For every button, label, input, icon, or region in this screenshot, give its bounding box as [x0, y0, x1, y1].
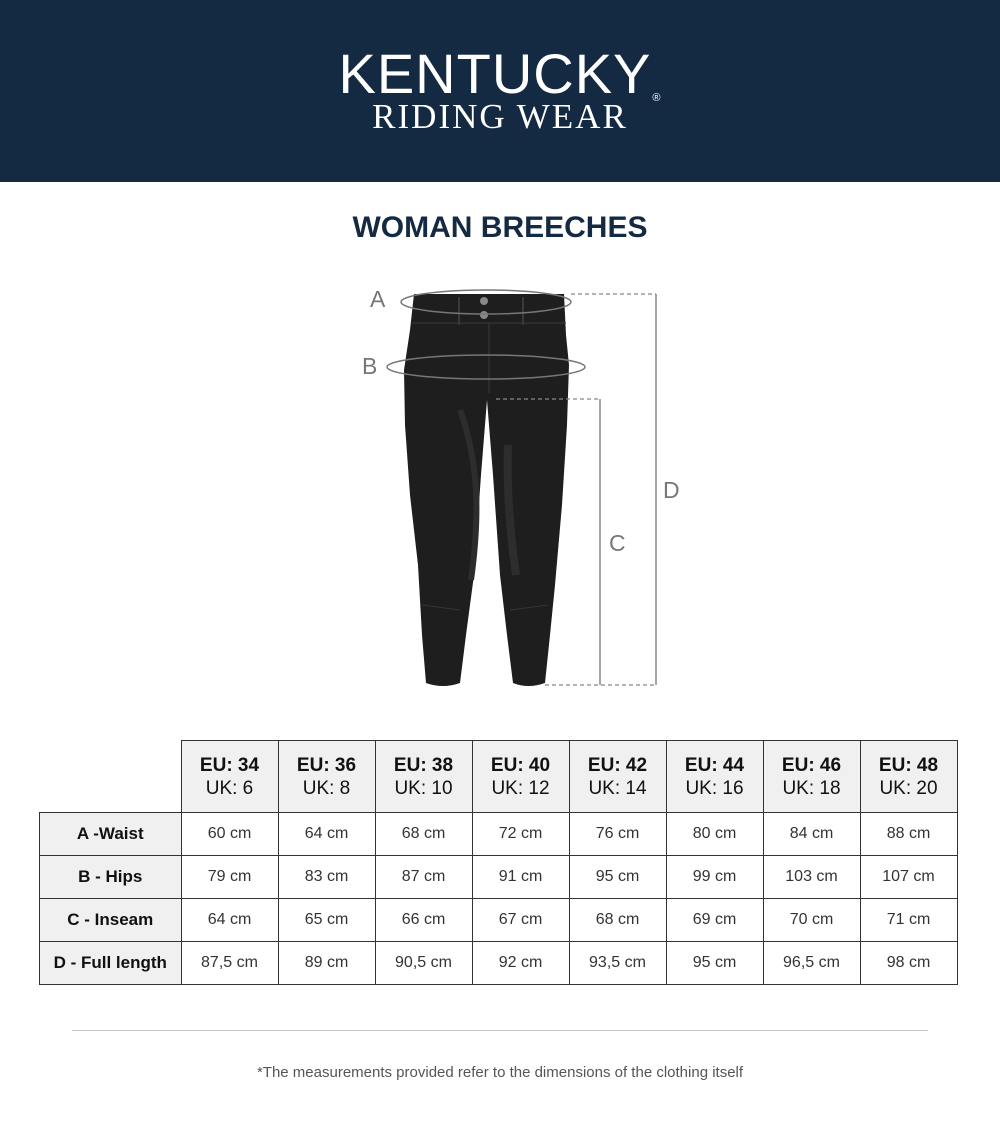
breeches-image: [404, 294, 569, 686]
table-cell: 80 cm: [666, 813, 763, 856]
registered-mark: ®: [652, 92, 662, 104]
eu-size: EU: 36: [296, 754, 357, 776]
table-cell: 84 cm: [763, 813, 860, 856]
brand-header: [0, 0, 1000, 182]
table-cell: 65 cm: [278, 899, 375, 942]
size-header-cell: [860, 741, 957, 813]
brand-name: KENTUCKY: [338, 42, 652, 105]
table-cell: 95 cm: [569, 856, 666, 899]
eu-size: EU: 48: [878, 754, 939, 776]
row-label-waist: A -Waist: [40, 813, 182, 856]
uk-size: UK: 14: [588, 777, 647, 799]
eu-size: EU: 42: [587, 754, 648, 776]
table-cell: 96,5 cm: [763, 942, 860, 985]
uk-size: UK: 18: [782, 777, 841, 799]
table-cell: 90,5 cm: [375, 942, 472, 985]
table-cell: 98 cm: [860, 942, 957, 985]
eu-size: EU: 44: [684, 754, 745, 776]
size-header-cell: [181, 741, 278, 813]
page-title: WOMAN BREECHES: [352, 211, 648, 244]
table-cell: 89 cm: [278, 942, 375, 985]
divider: [72, 1030, 928, 1031]
table-cell: 64 cm: [181, 899, 278, 942]
table-cell: 67 cm: [472, 899, 569, 942]
eu-size: EU: 46: [781, 754, 842, 776]
uk-size: UK: 6: [205, 777, 254, 799]
table-cell: 60 cm: [181, 813, 278, 856]
size-header-cell: [569, 741, 666, 813]
table-row: [40, 942, 958, 985]
table-cell: 68 cm: [375, 813, 472, 856]
label-d: D: [663, 477, 680, 503]
table-cell: 66 cm: [375, 899, 472, 942]
table-row: [40, 899, 958, 942]
row-label-inseam: C - Inseam: [40, 899, 182, 942]
table-cell: 71 cm: [860, 899, 957, 942]
table-cell: 79 cm: [181, 856, 278, 899]
uk-size: UK: 10: [394, 777, 453, 799]
table-cell: 93,5 cm: [569, 942, 666, 985]
corner-cell: [40, 741, 182, 813]
eu-size: EU: 34: [199, 754, 260, 776]
uk-size: UK: 12: [491, 777, 550, 799]
eu-size: EU: 38: [393, 754, 454, 776]
table-cell: 91 cm: [472, 856, 569, 899]
table-cell: 87 cm: [375, 856, 472, 899]
label-c: C: [609, 530, 626, 556]
label-a: A: [370, 286, 386, 312]
uk-size: UK: 20: [879, 777, 938, 799]
row-label-full-length: D - Full length: [40, 942, 182, 985]
table-cell: 64 cm: [278, 813, 375, 856]
table-cell: 107 cm: [860, 856, 957, 899]
table-cell: 72 cm: [472, 813, 569, 856]
table-cell: 87,5 cm: [181, 942, 278, 985]
table-cell: 99 cm: [666, 856, 763, 899]
size-header-row: [40, 741, 958, 813]
table-cell: 70 cm: [763, 899, 860, 942]
brand-subtitle: RIDING WEAR: [372, 97, 628, 136]
size-header-cell: [375, 741, 472, 813]
table-cell: 95 cm: [666, 942, 763, 985]
table-row: [40, 813, 958, 856]
size-header-cell: [666, 741, 763, 813]
uk-size: UK: 16: [685, 777, 744, 799]
eu-size: EU: 40: [490, 754, 551, 776]
size-chart-table: [39, 740, 958, 985]
table-cell: 92 cm: [472, 942, 569, 985]
table-cell: 88 cm: [860, 813, 957, 856]
size-header-cell: [763, 741, 860, 813]
table-cell: 83 cm: [278, 856, 375, 899]
uk-size: UK: 8: [302, 777, 351, 799]
table-cell: 103 cm: [763, 856, 860, 899]
table-cell: 69 cm: [666, 899, 763, 942]
row-label-hips: B - Hips: [40, 856, 182, 899]
table-row: [40, 856, 958, 899]
label-b: B: [362, 353, 378, 379]
size-header-cell: [472, 741, 569, 813]
table-cell: 76 cm: [569, 813, 666, 856]
footnote: *The measurements provided refer to the dimensions of the clothing itself: [256, 1064, 744, 1081]
breeches-measurement-diagram: [340, 275, 700, 705]
table-cell: 68 cm: [569, 899, 666, 942]
size-header-cell: [278, 741, 375, 813]
